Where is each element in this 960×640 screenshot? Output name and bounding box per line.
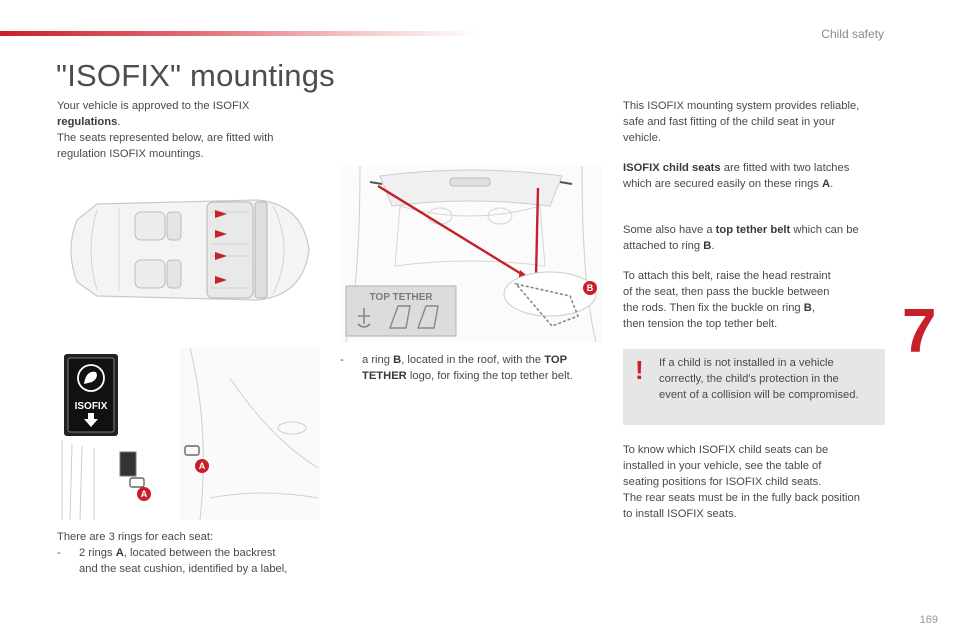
- ring-b-item: - a ring B, located in the roof, with the TOP TETHER logo, for fixing the top tether belt.: [340, 354, 573, 382]
- child-seats-paragraph: ISOFIX child seats are fitted with two latches which are secured easily on these rings A.: [623, 162, 850, 190]
- marker-b: B: [586, 283, 594, 293]
- rings-list: There are 3 rings for each seat: - 2 rings A, located between the backrest and the seat cushion, identified by a label,: [57, 529, 327, 577]
- top-tether-paragraph: Some also have a top tether belt which can be attached to ring B.: [623, 224, 859, 252]
- warning-box: [623, 349, 885, 425]
- marker-a-1: A: [198, 461, 206, 471]
- attach-belt-paragraph: To attach this belt, raise the head restraint of the seat, then pass the buckle between the rods. Then fix the buckle on ring B, then tension the top tether belt.: [623, 270, 831, 330]
- page-number: 169: [919, 614, 938, 626]
- chapter-number: 7: [902, 297, 937, 366]
- isofix-label-figure: [60, 348, 322, 520]
- top-tether-label: TOP TETHER: [369, 292, 433, 303]
- isofix-label-text: ISOFIX: [74, 401, 108, 412]
- warning-text: If a child is not installed in a vehicle correctly, the child's protection in the event of a collision will be compromised.: [659, 357, 859, 401]
- section-title: Child safety: [821, 27, 884, 41]
- page-title: "ISOFIX" mountings: [56, 58, 335, 93]
- header-accent-bar: [0, 31, 480, 36]
- seating-table-paragraph: To know which ISOFIX child seats can be installed in your vehicle, see the table of seating positions for ISOFIX child seats. The rear seats must be in the fully back position to install ISOFIX seats.: [623, 444, 860, 520]
- car-top-view-figure: [57, 190, 315, 310]
- roof-ring-figure: [340, 166, 602, 342]
- ring-a-item: - 2 rings A, located between the backrest and the seat cushion, identified by a label,: [57, 547, 288, 575]
- system-paragraph: This ISOFIX mounting system provides reliable, safe and fast fitting of the child seat in your vehicle.: [623, 100, 860, 144]
- intro-paragraph: Your vehicle is approved to the ISOFIX regulations. The seats represented below, are fitted with regulation ISOFIX mountings.: [57, 100, 274, 160]
- warning-icon: !: [635, 355, 644, 385]
- marker-a-2: A: [140, 489, 148, 499]
